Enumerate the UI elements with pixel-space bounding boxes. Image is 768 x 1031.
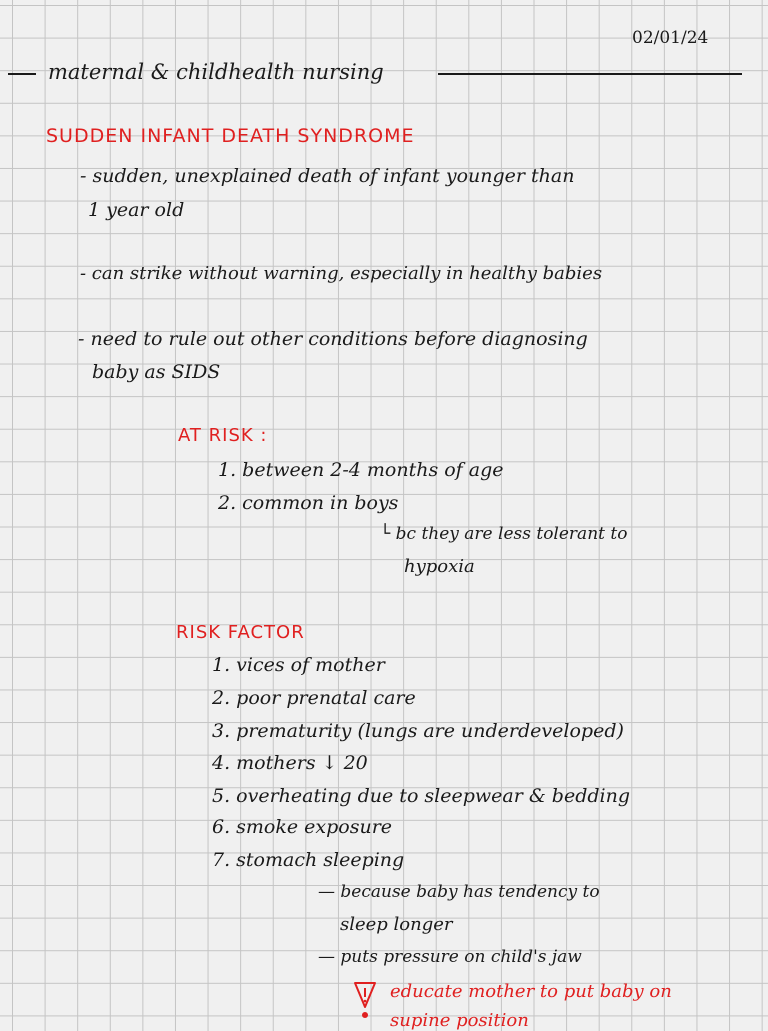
bullet-3-line-2: baby as SIDS [92, 361, 221, 383]
stomach-note-1-line-2: sleep longer [340, 914, 453, 935]
risk-factor-item-2: 2. poor prenatal care [212, 687, 416, 709]
risk-factor-item-4: 4. mothers ↓ 20 [212, 752, 368, 774]
bullet-1-line-2: 1 year old [88, 199, 185, 221]
bullet-1-line-1: - sudden, unexplained death of infant younger than [80, 165, 575, 187]
at-risk-item-2: 2. common in boys [218, 492, 399, 514]
risk-factor-item-5: 5. overheating due to sleepwear & bedding [212, 785, 631, 807]
bullet-3-line-1: - need to rule out other conditions before diagnosing [78, 328, 588, 350]
at-risk-item-1: 1. between 2-4 months of age [218, 459, 504, 481]
warning-icon [352, 980, 378, 1010]
subject-title: maternal & childhealth nursing [48, 60, 384, 84]
callout-bullet [362, 1012, 368, 1018]
callout-line-1: educate mother to put baby on [390, 981, 672, 1002]
at-risk-label: AT RISK : [178, 425, 268, 446]
note-date: 02/01/24 [632, 28, 709, 48]
topic-heading: SUDDEN INFANT DEATH SYNDROME [46, 125, 415, 147]
header-rule-left [8, 73, 36, 75]
risk-factor-label: RISK FACTOR [176, 622, 305, 643]
at-risk-note-line-1: └ bc they are less tolerant to [380, 524, 628, 544]
risk-factor-item-1: 1. vices of mother [212, 654, 385, 676]
risk-factor-item-3: 3. prematurity (lungs are underdeveloped) [212, 720, 624, 742]
risk-factor-item-6: 6. smoke exposure [212, 816, 393, 838]
risk-factor-item-7: 7. stomach sleeping [212, 849, 405, 871]
stomach-note-1-line-1: — because baby has tendency to [318, 882, 600, 902]
callout-line-2: supine position [390, 1010, 529, 1031]
bullet-2-line-1: - can strike without warning, especially in healthy babies [80, 263, 603, 284]
at-risk-note-line-2: hypoxia [404, 556, 475, 577]
stomach-note-2-line-1: — puts pressure on child's jaw [318, 947, 582, 967]
header-rule-right [438, 73, 742, 75]
